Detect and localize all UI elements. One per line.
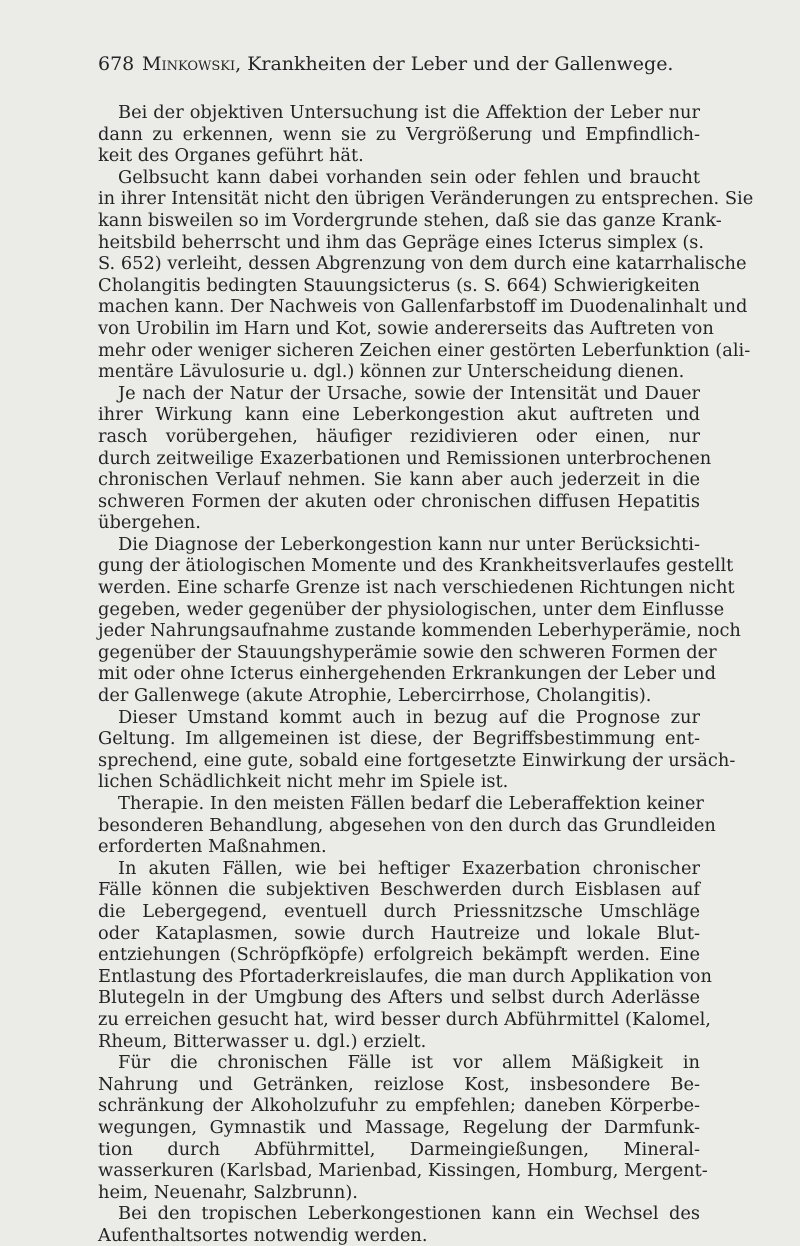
- text-line: mehr oder weniger sicheren Zeichen einer gestörten Leberfunktion (ali-: [98, 339, 751, 361]
- text-line: tion durch Abführmittel, Darmeingießungen, Mineral-: [98, 1138, 700, 1160]
- running-head-title: Krankheiten der Leber und der Gallenwege.: [247, 53, 674, 75]
- text-line: kann bisweilen so im Vordergrunde stehen, daß sie das ganze Krank-: [98, 209, 722, 231]
- text-line: durch zeitweilige Exazerbationen und Remissionen unterbrochenen: [98, 447, 712, 469]
- text-line: schweren Formen der akuten oder chronischen diffusen Hepatitis: [98, 490, 700, 512]
- text-line: erforderten Maßnahmen.: [98, 836, 327, 858]
- text-line: Geltung. Im allgemeinen ist diese, der Begriffsbestimmung ent-: [98, 728, 700, 750]
- text-line: heitsbild beherrscht und ihm das Gepräge eines Icterus simplex (s.: [98, 231, 705, 253]
- text-line: Je nach der Natur der Ursache, sowie der Intensität und Dauer: [118, 382, 700, 404]
- text-line: Gelbsucht kann dabei vorhanden sein oder fehlen und braucht: [118, 166, 700, 188]
- text-line: in ihrer Intensität nicht den übrigen Veränderungen zu entsprechen. Sie: [98, 188, 754, 210]
- text-line: gung der ätiologischen Momente und des Krankheitsverlaufes gestellt: [98, 555, 734, 577]
- text-line: Bei den tropischen Leberkongestionen kann ein Wechsel des: [118, 1203, 700, 1225]
- text-line: werden. Eine scharfe Grenze ist nach verschiedenen Richtungen nicht: [98, 577, 735, 599]
- text-line: wegungen, Gymnastik und Massage, Regelung der Darmfunk-: [98, 1116, 700, 1138]
- text-line: Fälle können die subjektiven Beschwerden durch Eisblasen auf: [98, 879, 700, 901]
- text-line: machen kann. Der Nachweis von Gallenfarbstoff im Duodenalinhalt und: [98, 296, 748, 318]
- text-line: lichen Schädlichkeit nicht mehr im Spiele ist.: [98, 771, 509, 793]
- text-line: heim, Neuenahr, Salzbrunn).: [98, 1181, 358, 1203]
- text-line: Aufenthaltsortes notwendig werden.: [98, 1224, 428, 1246]
- text-line: keit des Organes geführt hät.: [98, 145, 364, 167]
- text-line: chronischen Verlauf nehmen. Sie kann aber auch jederzeit in die: [98, 469, 700, 491]
- text-line: S. 652) verleiht, dessen Abgrenzung von dem durch eine katarrhalische: [98, 253, 747, 275]
- running-head: [142, 50, 673, 78]
- text-line: der Gallenwege (akute Atrophie, Lebercirrhose, Cholangitis).: [98, 685, 652, 707]
- text-line: Therapie. In den meisten Fällen bedarf die Leberaffektion keiner: [118, 793, 704, 814]
- text-line: rasch vorübergehen, häufiger rezidivieren oder einen, nur: [98, 425, 700, 447]
- text-line: entziehungen (Schröpfköpfe) erfolgreich bekämpft werden. Eine: [98, 944, 700, 966]
- text-line: schränkung der Alkoholzufuhr zu empfehlen; daneben Körperbe-: [98, 1095, 700, 1117]
- text-line: wasserkuren (Karlsbad, Marienbad, Kissingen, Homburg, Mergent-: [98, 1160, 708, 1182]
- text-line: zu erreichen gesucht hat, wird besser durch Abführmittel (Kalomel,: [98, 1008, 711, 1030]
- text-line: Entlastung des Pfortaderkreislaufes, die man durch Applikation von: [98, 965, 712, 987]
- page-number: 678: [98, 53, 135, 75]
- text-line: jeder Nahrungsaufnahme zustande kommenden Leberhyperämie, noch: [98, 620, 741, 642]
- text-line: die Lebergegend, eventuell durch Priessnitzsche Umschläge: [98, 900, 700, 922]
- running-head-author: Minkowski,: [142, 53, 242, 75]
- text-line: Die Diagnose der Leberkongestion kann nur unter Berücksichti-: [118, 533, 700, 555]
- text-line: mit oder ohne Icterus einhergehenden Erkrankungen der Leber und: [98, 663, 716, 685]
- text-line: Cholangitis bedingten Stauungsicterus (s. S. 664) Schwierigkeiten: [98, 274, 700, 296]
- text-line: besonderen Behandlung, abgesehen von den durch das Grundleiden: [98, 814, 716, 836]
- text-line: Bei der objektiven Untersuchung ist die Affektion der Leber nur: [118, 102, 700, 123]
- text-line: Rheum, Bitterwasser u. dgl.) erzielt.: [98, 1030, 427, 1052]
- text-line: sprechend, eine gute, sobald eine fortgesetzte Einwirkung der ursäch-: [98, 749, 736, 771]
- text-line: In akuten Fällen, wie bei heftiger Exazerbation chronischer: [118, 857, 700, 879]
- text-line: mentäre Lävulosurie u. dgl.) können zur Unterscheidung dienen.: [98, 361, 685, 383]
- body-text: [98, 102, 754, 1246]
- text-line: oder Kataplasmen, sowie durch Hautreize und lokale Blut-: [98, 922, 700, 944]
- text-line: Für die chronischen Fälle ist vor allem Mäßigkeit in: [118, 1052, 700, 1074]
- text-line: Blutegeln in der Umgbung des Afters und selbst durch Aderlässe: [98, 987, 700, 1009]
- text-line: übergehen.: [98, 512, 201, 534]
- text-line: gegenüber der Stauungshyperämie sowie den schweren Formen der: [98, 641, 717, 663]
- text-line: gegeben, weder gegenüber der physiologischen, unter dem Einflusse: [98, 598, 725, 620]
- text-line: Dieser Umstand kommt auch in bezug auf die Prognose zur: [118, 706, 700, 728]
- text-line: dann zu erkennen, wenn sie zu Vergrößerung und Empfindlich-: [98, 123, 700, 145]
- text-line: Nahrung und Getränken, reizlose Kost, insbesondere Be-: [98, 1073, 700, 1095]
- text-line: ihrer Wirkung kann eine Leberkongestion akut auftreten und: [98, 404, 700, 426]
- text-line: von Urobilin im Harn und Kot, sowie andererseits das Auftreten von: [98, 317, 714, 339]
- page-header: [98, 50, 698, 78]
